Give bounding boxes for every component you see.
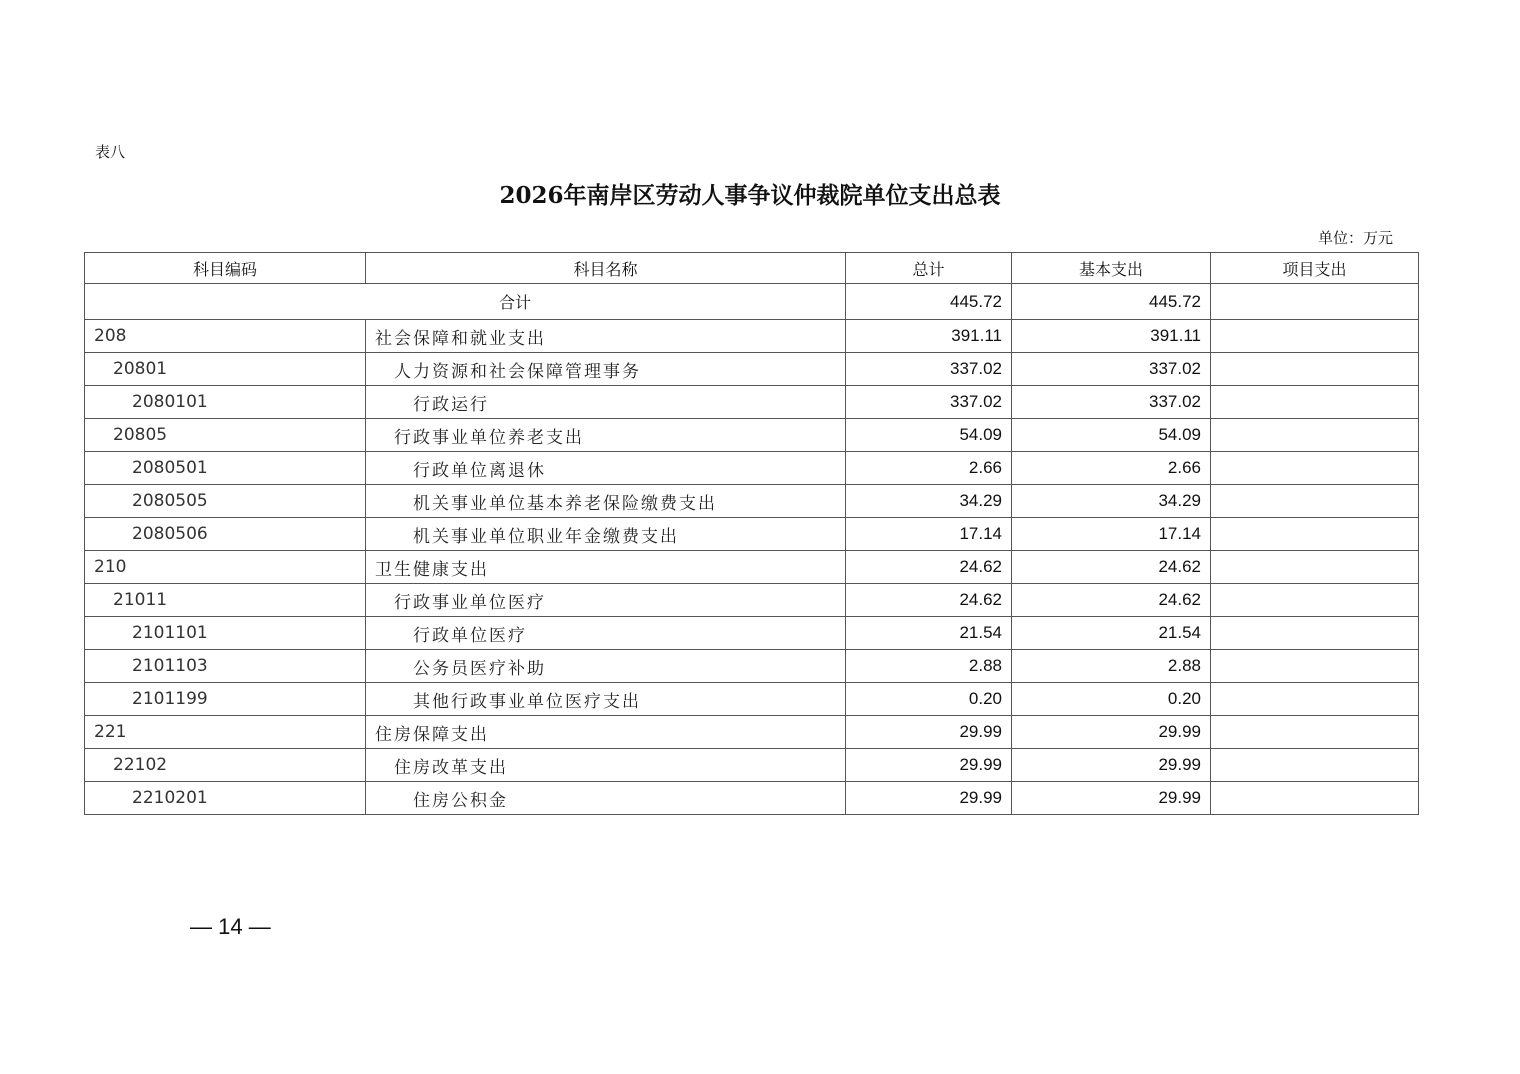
row-basic: 21.54 xyxy=(1012,617,1211,650)
row-project xyxy=(1211,452,1419,485)
row-code: 2101101 xyxy=(85,617,366,650)
row-total: 24.62 xyxy=(846,551,1012,584)
row-project xyxy=(1211,650,1419,683)
row-name: 社会保障和就业支出 xyxy=(366,320,846,353)
row-code: 20801 xyxy=(85,353,366,386)
table-row xyxy=(85,617,1419,650)
row-project xyxy=(1211,749,1419,782)
row-name: 其他行政事业单位医疗支出 xyxy=(366,683,846,716)
row-total: 337.02 xyxy=(846,386,1012,419)
table-row xyxy=(85,518,1419,551)
row-basic: 24.62 xyxy=(1012,551,1211,584)
row-total: 2.66 xyxy=(846,452,1012,485)
table-row xyxy=(85,749,1419,782)
table-row xyxy=(85,551,1419,584)
document-title: 2026年南岸区劳动人事争议仲裁院单位支出总表 xyxy=(499,182,1001,209)
row-basic: 17.14 xyxy=(1012,518,1211,551)
row-basic: 2.66 xyxy=(1012,452,1211,485)
row-code: 21011 xyxy=(85,584,366,617)
row-code: 2101103 xyxy=(85,650,366,683)
row-name: 行政事业单位医疗 xyxy=(366,584,846,617)
row-name: 住房保障支出 xyxy=(366,716,846,749)
unit-note: 单位：万元 xyxy=(1318,229,1394,247)
row-total: 21.54 xyxy=(846,617,1012,650)
row-total: 34.29 xyxy=(846,485,1012,518)
row-total: 54.09 xyxy=(846,419,1012,452)
row-project xyxy=(1211,386,1419,419)
row-name: 行政运行 xyxy=(366,386,846,419)
row-total: 391.11 xyxy=(846,320,1012,353)
row-total: 29.99 xyxy=(846,749,1012,782)
row-basic: 29.99 xyxy=(1012,716,1211,749)
row-code: 20805 xyxy=(85,419,366,452)
row-code: 2080505 xyxy=(85,485,366,518)
row-project xyxy=(1211,584,1419,617)
row-basic: 24.62 xyxy=(1012,584,1211,617)
row-code: 2080506 xyxy=(85,518,366,551)
total-cell-total: 445.72 xyxy=(846,284,1012,320)
table-row xyxy=(85,353,1419,386)
row-project xyxy=(1211,683,1419,716)
row-basic: 391.11 xyxy=(1012,320,1211,353)
row-basic: 337.02 xyxy=(1012,353,1211,386)
row-basic: 337.02 xyxy=(1012,386,1211,419)
row-project xyxy=(1211,353,1419,386)
row-name: 机关事业单位基本养老保险缴费支出 xyxy=(366,485,846,518)
column-header-name: 科目名称 xyxy=(366,253,846,284)
row-name: 住房改革支出 xyxy=(366,749,846,782)
row-total: 17.14 xyxy=(846,518,1012,551)
page-number: — 14 — xyxy=(190,914,271,939)
table-row xyxy=(85,419,1419,452)
row-project xyxy=(1211,551,1419,584)
row-total: 2.88 xyxy=(846,650,1012,683)
row-project xyxy=(1211,782,1419,815)
row-code: 210 xyxy=(85,551,366,584)
row-project xyxy=(1211,518,1419,551)
table-row xyxy=(85,650,1419,683)
row-code: 221 xyxy=(85,716,366,749)
row-name: 行政单位离退休 xyxy=(366,452,846,485)
table-row xyxy=(85,584,1419,617)
row-code: 2210201 xyxy=(85,782,366,815)
total-row xyxy=(85,284,1419,320)
row-code: 22102 xyxy=(85,749,366,782)
row-project xyxy=(1211,419,1419,452)
row-basic: 2.88 xyxy=(1012,650,1211,683)
table-row xyxy=(85,716,1419,749)
row-project xyxy=(1211,320,1419,353)
row-name: 行政单位医疗 xyxy=(366,617,846,650)
row-name: 卫生健康支出 xyxy=(366,551,846,584)
column-header-total: 总计 xyxy=(846,253,1012,284)
row-name: 人力资源和社会保障管理事务 xyxy=(366,353,846,386)
row-code: 2101199 xyxy=(85,683,366,716)
row-project xyxy=(1211,617,1419,650)
row-basic: 34.29 xyxy=(1012,485,1211,518)
table-row xyxy=(85,485,1419,518)
row-project xyxy=(1211,485,1419,518)
total-cell-basic: 445.72 xyxy=(1012,284,1211,320)
row-code: 2080101 xyxy=(85,386,366,419)
row-total: 29.99 xyxy=(846,716,1012,749)
column-header-project: 项目支出 xyxy=(1211,253,1419,284)
table-header-row xyxy=(85,253,1419,284)
table-row xyxy=(85,386,1419,419)
column-header-basic: 基本支出 xyxy=(1012,253,1211,284)
row-basic: 54.09 xyxy=(1012,419,1211,452)
row-basic: 29.99 xyxy=(1012,749,1211,782)
table-row xyxy=(85,452,1419,485)
table-row xyxy=(85,320,1419,353)
row-total: 337.02 xyxy=(846,353,1012,386)
row-name: 机关事业单位职业年金缴费支出 xyxy=(366,518,846,551)
table-row xyxy=(85,683,1419,716)
row-basic: 0.20 xyxy=(1012,683,1211,716)
row-code: 2080501 xyxy=(85,452,366,485)
row-project xyxy=(1211,716,1419,749)
row-total: 29.99 xyxy=(846,782,1012,815)
column-header-code: 科目编码 xyxy=(85,253,366,284)
total-label: 合计 xyxy=(85,284,846,320)
row-total: 0.20 xyxy=(846,683,1012,716)
row-name: 行政事业单位养老支出 xyxy=(366,419,846,452)
total-cell-project xyxy=(1211,284,1419,320)
table-label: 表八 xyxy=(95,143,126,161)
row-total: 24.62 xyxy=(846,584,1012,617)
row-name: 公务员医疗补助 xyxy=(366,650,846,683)
table-row xyxy=(85,782,1419,815)
row-code: 208 xyxy=(85,320,366,353)
row-name: 住房公积金 xyxy=(366,782,846,815)
row-basic: 29.99 xyxy=(1012,782,1211,815)
expense-summary-table xyxy=(84,252,1419,815)
